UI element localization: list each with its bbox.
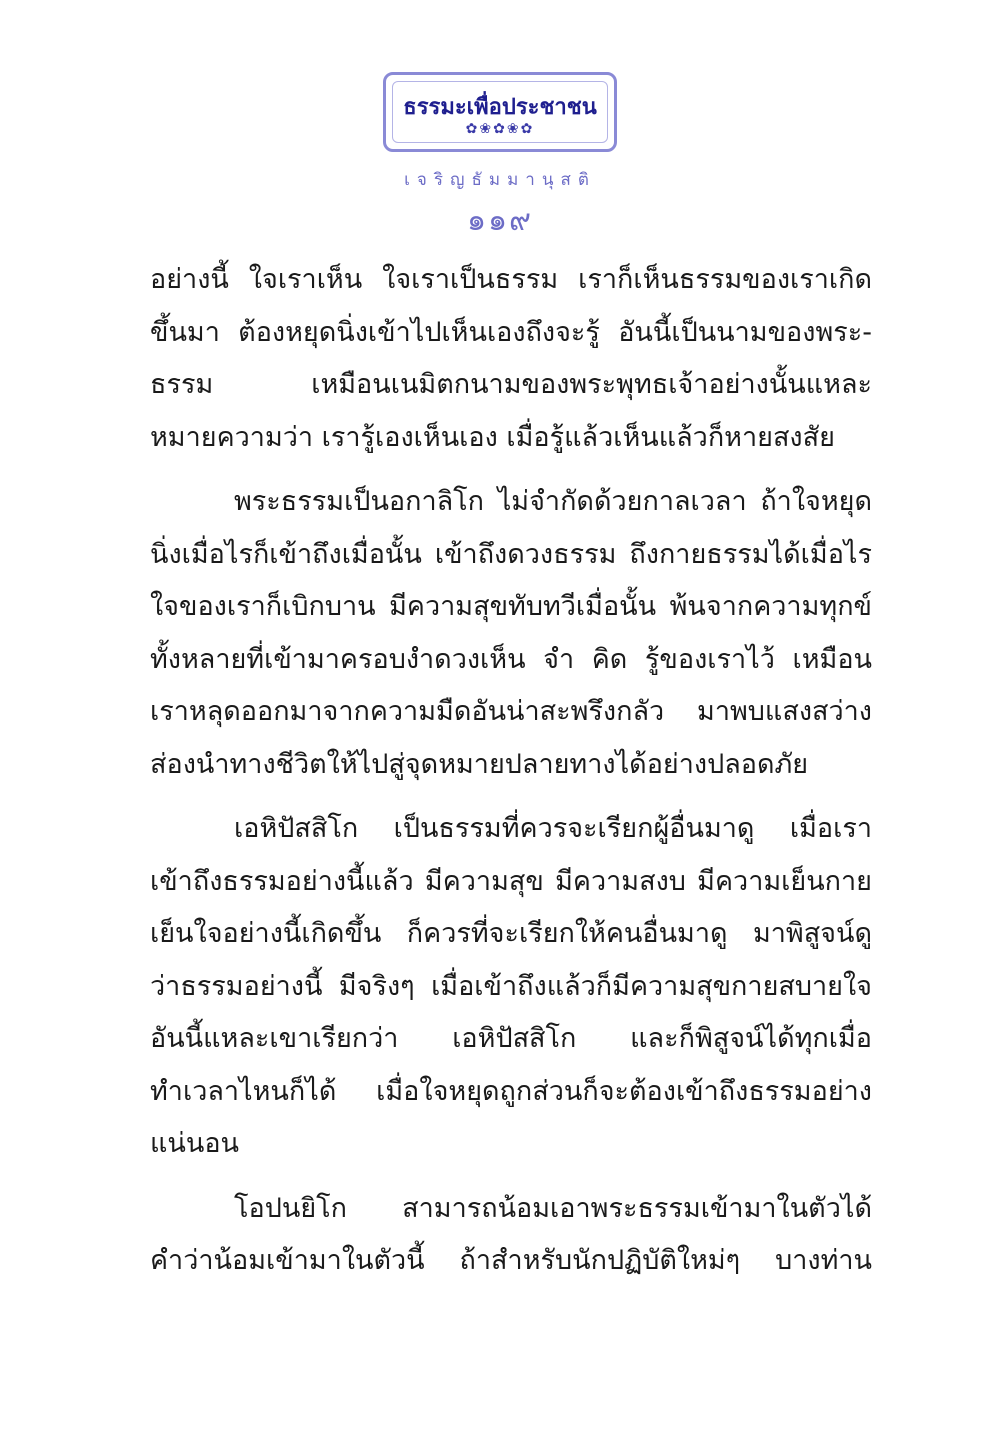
text-line: ทั้งหลายที่เข้ามาครอบงำดวงเห็น จำ คิด รู้ของเราไว้ เหมือน (150, 643, 872, 675)
text-line: เข้าถึงธรรมอย่างนี้แล้ว มีความสุข มีความสงบ มีความเย็นกาย (150, 865, 872, 897)
text-line: เราหลุดออกมาจากความมืดอันน่าสะพรึงกลัว มาพบแสงสว่าง (150, 696, 872, 727)
text-line: ว่าธรรมอย่างนี้ มีจริงๆ เมื่อเข้าถึงแล้วก็มีความสุขกายสบายใจ (150, 970, 872, 1002)
text-line: ใจของเราก็เบิกบาน มีความสุขทับทวีเมื่อนั้น พ้นจากความทุกข์ (150, 591, 872, 622)
publication-logo (383, 72, 617, 152)
paragraph-3 (150, 803, 872, 1171)
text-line: นิ่งเมื่อไรก็เข้าถึงเมื่อนั้น เข้าถึงดวงธรรม ถึงกายธรรมได้เมื่อไร (150, 538, 872, 570)
text-line: โอปนยิโก สามารถน้อมเอาพระธรรมเข้ามาในตัวได้ (234, 1192, 872, 1224)
paragraph-2 (150, 476, 872, 791)
text-line: แน่นอน (150, 1128, 239, 1159)
body-text (150, 254, 872, 1288)
paragraph-gap (150, 464, 872, 476)
page-header (0, 72, 1000, 244)
text-line: หมายความว่า เรารู้เองเห็นเอง เมื่อรู้แล้วเห็นแล้วก็หายสงสัย (150, 421, 835, 453)
paragraph-4 (150, 1183, 872, 1288)
logo-ornament: ✿❀✿❀✿ (465, 121, 535, 137)
page-number: ๑๑๙ (466, 203, 534, 238)
text-line: เย็นใจอย่างนี้เกิดขึ้น ก็ควรที่จะเรียกให้คนอื่นมาดู มาพิสูจน์ดู (150, 918, 872, 949)
text-line: ธรรม เหมือนเนมิตกนามของพระพุทธเจ้าอย่างนั้นแหละ (150, 369, 872, 400)
paragraph-gap (150, 1171, 872, 1183)
paragraph-gap (150, 791, 872, 803)
chapter-title: เจริญธัมมานุสติ (404, 170, 596, 190)
text-line: อันนี้แหละเขาเรียกว่า เอหิปัสสิโก และก็พิสูจน์ได้ทุกเมื่อ (150, 1023, 872, 1054)
text-line: ทำเวลาไหนก็ได้ เมื่อใจหยุดถูกส่วนก็จะต้องเข้าถึงธรรมอย่าง (150, 1075, 872, 1107)
text-line: ขึ้นมา ต้องหยุดนิ่งเข้าไปเห็นเองถึงจะรู้ อันนี้เป็นนามของพระ- (150, 316, 872, 348)
text-line: ส่องนำทางชีวิตให้ไปสู่จุดหมายปลายทางได้อย่างปลอดภัย (150, 748, 809, 780)
logo-text: ธรรมะเพื่อประชาชน (403, 95, 597, 120)
text-line: เอหิปัสสิโก เป็นธรรมที่ควรจะเรียกผู้อื่นมาดู เมื่อเรา (234, 813, 872, 844)
text-line: คำว่าน้อมเข้ามาในตัวนี้ ถ้าสำหรับนักปฏิบัติใหม่ๆ บางท่าน (150, 1245, 872, 1276)
text-line: อย่างนี้ ใจเราเห็น ใจเราเป็นธรรม เราก็เห็นธรรมของเราเกิด (150, 264, 872, 295)
text-line: พระธรรมเป็นอกาลิโก ไม่จำกัดด้วยกาลเวลา ถ้าใจหยุด (234, 486, 872, 517)
paragraph-1 (150, 254, 872, 464)
